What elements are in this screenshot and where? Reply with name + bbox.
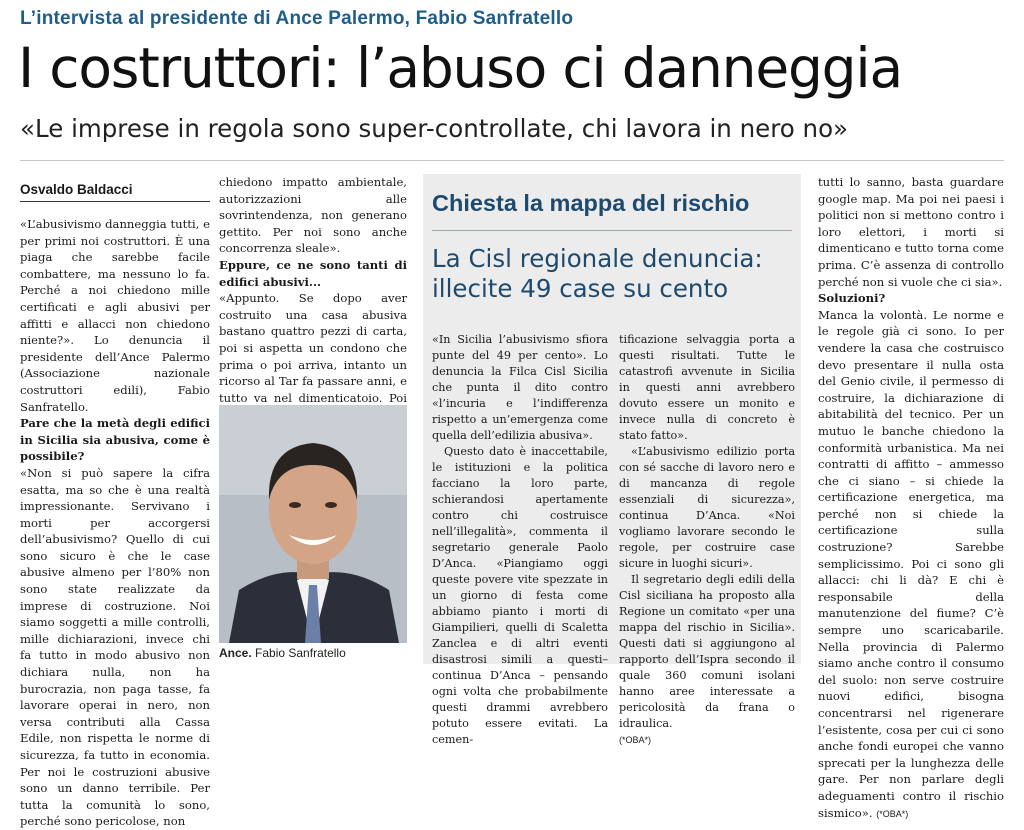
subheadline: «Le imprese in regola sono super-controllate, chi lavora in nero no» <box>20 114 849 143</box>
caption-name: Fabio Sanfratello <box>255 646 346 660</box>
paragraph: tificazione selvaggia porta a questi risultati. Tutte le catastrofi avvenute in Sicilia in questi anni avrebbero dovuto essere un monito e invece nulla di concreto è stato fatto». <box>619 333 795 442</box>
paragraph: chiedono impatto ambientale, autorizzazioni alle sovrintendenza, non generano gettito. Per noi sono anche concorrenza sleale». <box>219 175 407 256</box>
sidebar-title: Chiesta la mappa del rischio <box>432 190 750 216</box>
article-column-1 <box>20 216 210 829</box>
sidebar-column-2 <box>619 332 795 745</box>
paragraph: Il segretario degli edili della Cisl siciliana ha proposto alla Regione un comitato «per una mappa del rischio in Sicilia». Questi dati si aggiungono al rapporto dell’Ispra secondo il quale 360 comuni isolani hanno aree interessate a pericolosità da frana o idraulica. <box>619 573 795 730</box>
paragraph: «Non si può sapere la cifra esatta, ma so che è una realtà impressionante. Servivano i morti per accorgersi dell’abusivismo? Quello di cui sono sicuro è che le case abusive almeno per l’80% non sono state realizzate da imprese di costruzione. Noi siamo soggetti a mille controlli, mille dichiarazioni, invece chi fa tutto in modo abusivo non dichiara nulla, non ha burocrazia, non paga tasse, fa lavorare operai in nero, non versa contributi alla Cassa Edile, non rispetta le norme di sicurezza, fa tutto in economia. Per noi le costruzioni abusive sono un danno terribile. Per tutta la comunità lo sono, perché sono pericolose, non <box>20 465 210 829</box>
caption-label: Ance. <box>219 646 252 660</box>
paragraph: «L’abusivismo danneggia tutti, e per primi noi costruttori. È una piaga che sarebbe facile combattere, ma nessuno lo fa. Perché a noi chiedono mille certificati e agli abusivi per affitti e allacci non chiedono niente?». Lo denuncia il presidente dell’Ance Palermo (Associazione nazionale costruttori edili), Fabio Sanfratello. <box>20 217 210 414</box>
paragraph: tutti lo sanno, basta guardare google map. Ma poi nei paesi i politici non si mettono contro i loro elettori, i morti si dimenticano e tutto torna come prima. C’è assenza di controllo perché non si vuole che ci sia». <box>818 175 1004 289</box>
photo-caption <box>219 646 346 660</box>
article-column-3 <box>818 174 1004 820</box>
sidebar-divider <box>432 230 792 231</box>
author-tag: (*OBA*) <box>876 808 909 819</box>
interview-question: Pare che la metà degli edifici in Sicilia sia abusiva, come è possibile? <box>20 416 210 464</box>
byline: Osvaldo Baldacci <box>20 182 210 202</box>
sidebar-column-1 <box>432 332 608 746</box>
sidebar-subtitle: La Cisl regionale denuncia: illecite 49 case su cento <box>432 244 763 303</box>
paragraph: «In Sicilia l’abusivismo sfiora punte del 49 per cento». Lo denuncia la Filca Cisl Sicilia che punta il dito contro «l’incuria e l’indifferenza rispetto a un’emergenza come quella dell’edilizia abusiva». <box>432 333 608 442</box>
article-kicker: L’intervista al presidente di Ance Palermo, Fabio Sanfratello <box>20 8 574 29</box>
headline: I costruttori: l’abuso ci danneggia <box>18 36 902 100</box>
paragraph: «Appunto. Se dopo aver costruito una casa abusiva bastano quattro pezzi di carta, poi si aspetta un condono che prima o poi arriva, intanto un ricorso al Tar fa passare anni, e tutto va nel dimenticatoio. Poi <box>219 291 407 405</box>
header-divider <box>20 160 1004 161</box>
paragraph: «L’abusivismo edilizio porta con sé sacche di lavoro nero e di mancanza di regole essenziali di sicurezza», continua D’Anca. «Noi vogliamo lavorare secondo le regole, per costruire case sicure in luoghi sicuri». <box>619 445 795 570</box>
author-tag: (*OBA*) <box>619 735 652 745</box>
interview-question: Eppure, ce ne sono tanti di edifici abusivi... <box>219 257 407 289</box>
portrait-photo <box>219 405 407 643</box>
paragraph-text: Manca la volontà. Le norme e le regole già ci sono. Io per vendere la casa che costruisco devo presentare il nulla osta del Genio civile, il permesso di costruire, la dichiarazione di abitabilità del tecnico. Per un mutuo le banche chiedono la conformità urbanistica. Ma nei contratti di affitto – ammesso che ci siano – si chiede la certificazione energetica, ma perché non si chiede la certificazione sulla costruzione? Sarebbe semplicissimo. Poi ci sono gli allacci: chi li dà? E chi è responsabile della manutenzione del fiume? C’è sempre uno scaricabarile. Nella provincia di Palermo siamo anche contro il consumo del suolo: non serve costruire nuovi edifici, bisogna concentrarsi nel rigenerare l’esistente, cosa per cui ci sono anche fondi europei che vanno sprecati per la lunghezza delle gare. Per non parlare degli adeguamenti contro il rischio sismico». <box>818 307 1004 820</box>
paragraph <box>818 307 1004 822</box>
paragraph: Questo dato è inaccettabile, le istituzioni e la politica facciano la loro parte, schierandosi apertamente contro chi costruisce nell’illegalità», commenta il segretario generale Paolo D’Anca. «Piangiamo oggi queste povere vite spezzate in un giorno di festa come abbiamo pianto i morti di Giampilieri, quelli di Scaletta Zanclea e di altri eventi disastrosi simili a questi– continua D’Anca – pensando ogni volta che probabilmente questi drammi avrebbero potuto essere evitati. La cemen- <box>432 445 608 746</box>
article-column-2 <box>219 174 407 406</box>
interview-question: Soluzioni? <box>818 291 886 306</box>
